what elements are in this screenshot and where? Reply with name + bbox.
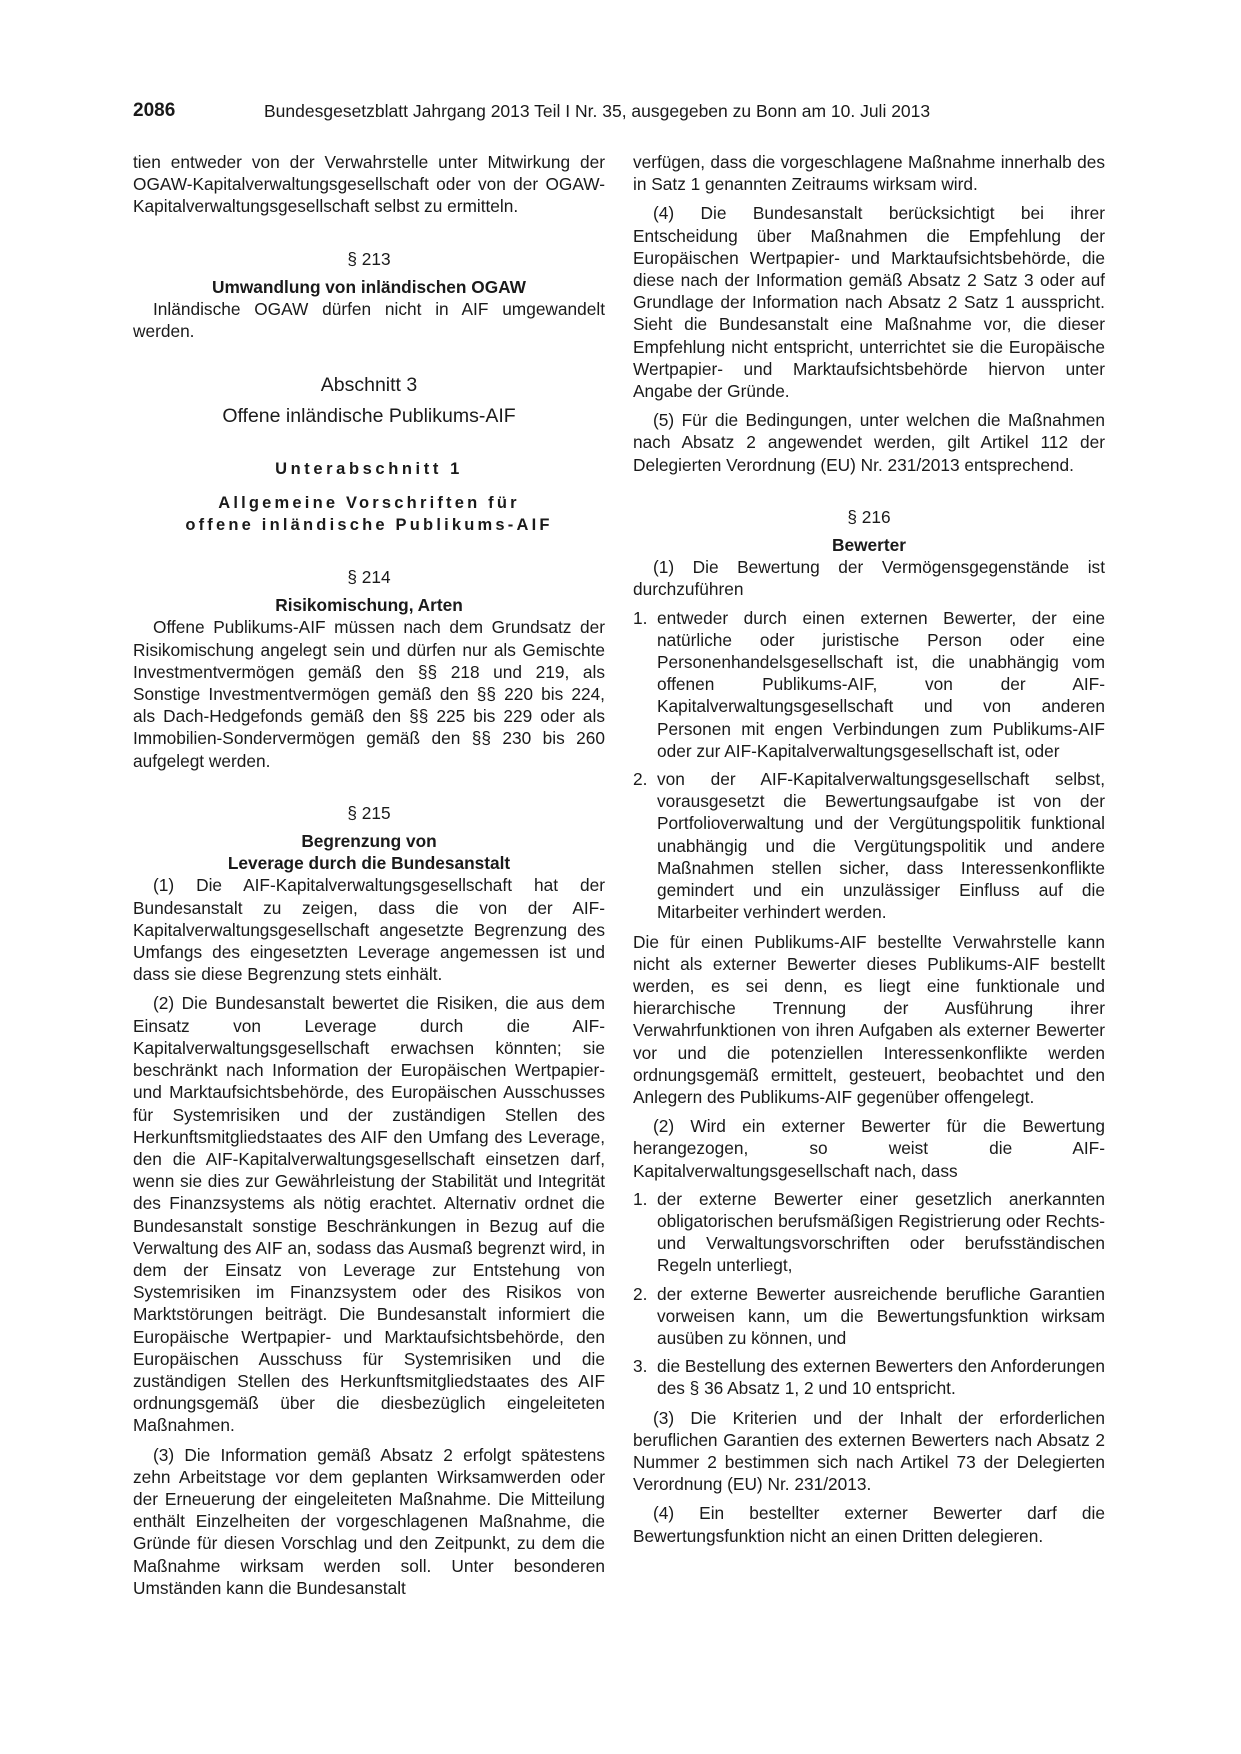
section-215-title-line-2: Leverage durch die Bundesanstalt — [227, 853, 511, 874]
section-216-title: Bewerter — [832, 535, 906, 556]
list-item-text: von der AIF-Kapitalverwaltungsgesellschaft selbst, vorausgesetzt die Bewertungsaufgabe ist von der Portfolioverwaltung und der Vergütungspolitik funktional unabhängig und die Vergütungspolitik und andere Maßnahmen stellen sicher, dass Interessenkonflikte gemindert und ein unzulässiger Einfluss auf die Mitarbeiter verhindert werden. — [657, 769, 1105, 923]
section-215-paragraph-2: (2) Die Bundesanstalt bewertet die Risiken, die aus dem Einsatz von Leverage durch die AIF-Kapitalverwaltungsgesellschaft erwachsen könnten; sie beschränkt nach Information der Europäischen Wertpapier- und Marktaufsichtsbehörde, des Europäischen Ausschusses für Systemrisiken und der zuständigen Stellen des Herkunftsmitgliedstaates des AIF den Umfang des Leverage, den die AIF-Kapitalverwaltungsgesellschaft einsetzen darf, wenn sie dies zur Gewährleistung der Stabilität und Integrität des Finanzsystems als nötig erachtet. Alternativ ordnet die Bundesanstalt sonstige Beschränkungen in Bezug auf die Verwaltung des AIF an, sodass das Ausmaß begrenzt wird, in dem der Einsatz von Leverage zur Entstehung von Systemrisiken im Finanzsystem oder des Risikos von Marktstörungen beiträgt. Die Bundesanstalt informiert die Europäische Wertpapier- und Marktaufsichtsbehörde, den Europäischen Ausschuss für Systemrisiken und die zuständigen Stellen des Herkunftsmitgliedstaates des AIF ordnungsgemäß über die diesbezüglich eingeleiteten Maßnahmen. — [133, 993, 605, 1436]
section-215-paragraph-4: (4) Die Bundesanstalt berücksichtigt bei ihrer Entscheidung über Maßnahmen die Empfehlung der Europäischen Wertpapier- und Marktaufsichtsbehörde, die diese nach der Information gemäß Absatz 2 Satz 3 oder auf Grundlage der Information nach Absatz 2 Satz 1 ausspricht. Sieht die Bundesanstalt eine Maßnahme vor, die dieser Empfehlung nicht entspricht, unterrichtet sie die Europäische Wertpapier- und Marktaufsichtsbehörde hiervon unter Angabe der Gründe. — [633, 203, 1105, 402]
section-213-text: Inländische OGAW dürfen nicht in AIF umgewandelt werden. — [133, 299, 605, 342]
list-item-number: 1. — [633, 1188, 648, 1209]
list-item — [633, 768, 1105, 923]
section-216-paragraph-1-continued: Die für einen Publikums-AIF bestellte Verwahrstelle kann nicht als externer Bewerter dieses Publikums-AIF bestellt werden, es sei denn, es liegt eine funktionale und hierarchische Trennung der Ausführung ihrer Verwahrfunktionen von ihren Aufgaben als externer Bewerter vor und die potenziellen Interessenkonflikte werden ordnungsgemäß ermittelt, gesteuert, beobachtet und den Anlegern des Publikums-AIF gegenüber offengelegt. — [633, 931, 1105, 1107]
section-213-number: § 213 — [347, 248, 391, 269]
unterabschnitt-heading: Unterabschnitt 1 — [275, 460, 463, 479]
list-item — [633, 1188, 1105, 1277]
publication-header: Bundesgesetzblatt Jahrgang 2013 Teil I Nr. 35, ausgegeben zu Bonn am 10. Juli 2013 — [264, 101, 931, 121]
list-item-text: der externe Bewerter ausreichende berufliche Garantien vorweisen kann, um die Bewertungsfunktion wirksam ausüben zu können, und — [657, 1283, 1105, 1348]
page-number: 2086 — [133, 100, 176, 121]
continued-paragraph: tien entweder von der Verwahrstelle unter Mitwirkung der OGAW-Kapitalverwaltungsgesellschaft oder von der OGAW-Kapitalverwaltungsgesellschaft selbst zu ermitteln. — [133, 152, 605, 217]
list-item-text: die Bestellung des externen Bewerters den Anforderungen des § 36 Absatz 1, 2 und 10 entspricht. — [657, 1356, 1105, 1399]
list-item-number: 2. — [633, 769, 648, 790]
abschnitt-heading: Abschnitt 3 — [320, 374, 418, 397]
left-column — [133, 151, 605, 1599]
continued-paragraph: verfügen, dass die vorgeschlagene Maßnahme innerhalb des in Satz 1 genannten Zeitraums wirksam wird. — [633, 152, 1105, 195]
section-216-paragraph-1: (1) Die Bewertung der Vermögensgegenstände ist durchzuführen — [633, 557, 1105, 600]
unterabschnitt-title — [133, 492, 605, 536]
section-215-paragraph-1: (1) Die AIF-Kapitalverwaltungsgesellschaft hat der Bundesanstalt zu zeigen, dass die von der AIF-Kapitalverwaltungsgesellschaft angesetzte Begrenzung des Umfangs des eingesetzten Leverage angemessen ist und dass sie diese Begrenzung stets einhält. — [133, 875, 605, 985]
section-215-title — [133, 830, 605, 874]
section-214-title: Risikomischung, Arten — [275, 595, 463, 616]
list-item — [633, 1283, 1105, 1350]
abschnitt-title: Offene inländische Publikums-AIF — [222, 405, 516, 428]
section-216-number: § 216 — [847, 506, 891, 527]
section-215-paragraph-3: (3) Die Information gemäß Absatz 2 erfolgt spätestens zehn Arbeitstage vor dem geplanten Wirksamwerden oder der Erneuerung der eingeleiteten Maßnahme. Die Mitteilung enthält Einzelheiten der vorgeschlagenen Maßnahme, die Gründe für diesen Vorschlag und den Zeitpunkt, zu dem die Maßnahme wirksam werden soll. Unter besonderen Umständen kann die Bundesanstalt — [133, 1444, 605, 1598]
unterabschnitt-title-line-1: Allgemeine Vorschriften für — [218, 493, 520, 512]
section-215-number: § 215 — [347, 802, 391, 823]
list-item-number: 2. — [633, 1283, 648, 1304]
unterabschnitt-title-line-2: offene inländische Publikums-AIF — [185, 515, 553, 534]
section-216-paragraph-4: (4) Ein bestellter externer Bewerter darf die Bewertungsfunktion nicht an einen Dritten delegieren. — [633, 1503, 1105, 1546]
section-216-paragraph-3: (3) Die Kriterien und der Inhalt der erforderlichen beruflichen Garantien des externen Bewerters nach Absatz 2 Nummer 2 bestimmen sich nach Artikel 73 der Delegierten Verordnung (EU) Nr. 231/2013. — [633, 1407, 1105, 1495]
section-213-title: Umwandlung von inländischen OGAW — [212, 276, 526, 297]
list-item-text: entweder durch einen externen Bewerter, der eine natürliche oder juristische Person oder eine Personenhandelsgesellschaft ist, die unabhängig vom offenen Publikums-AIF, von der AIF-Kapitalverwaltungsgesellschaft und von anderen Personen mit engen Verbindungen zum Publikums-AIF oder zur AIF-Kapitalverwaltungsgesellschaft ist, oder — [657, 607, 1105, 761]
section-215-title-line-1: Begrenzung von — [301, 831, 437, 852]
section-215-paragraph-5: (5) Für die Bedingungen, unter welchen die Maßnahmen nach Absatz 2 angewendet werden, gilt Artikel 112 der Delegierten Verordnung (EU) Nr. 231/2013 entsprechend. — [633, 410, 1105, 475]
section-216-paragraph-2: (2) Wird ein externer Bewerter für die Bewertung herangezogen, so weist die AIF-Kapitalverwaltungsgesellschaft nach, dass — [633, 1116, 1105, 1181]
section-214-number: § 214 — [347, 567, 391, 588]
right-column — [633, 151, 1105, 1547]
section-214-text: Offene Publikums-AIF müssen nach dem Grundsatz der Risikomischung angelegt sein und dürfen nur als Gemischte Investmentvermögen gemäß den §§ 218 und 219, als Sonstige Investmentvermögen gemäß den §§ 220 bis 224, als Dach-Hedgefonds gemäß den §§ 225 bis 229 oder als Immobilien-Sondervermögen gemäß den §§ 230 bis 260 aufgelegt werden. — [133, 617, 605, 771]
list-item-text: der externe Bewerter einer gesetzlich anerkannten obligatorischen berufsmäßigen Registrierung oder Rechts- und Verwaltungsvorschriften oder berufsständischen Regeln unterliegt, — [657, 1188, 1105, 1276]
page-header — [133, 100, 1113, 126]
list-item — [633, 1355, 1105, 1399]
list-item — [633, 607, 1105, 762]
list-item-number: 1. — [633, 607, 648, 628]
list-item-number: 3. — [633, 1356, 648, 1377]
